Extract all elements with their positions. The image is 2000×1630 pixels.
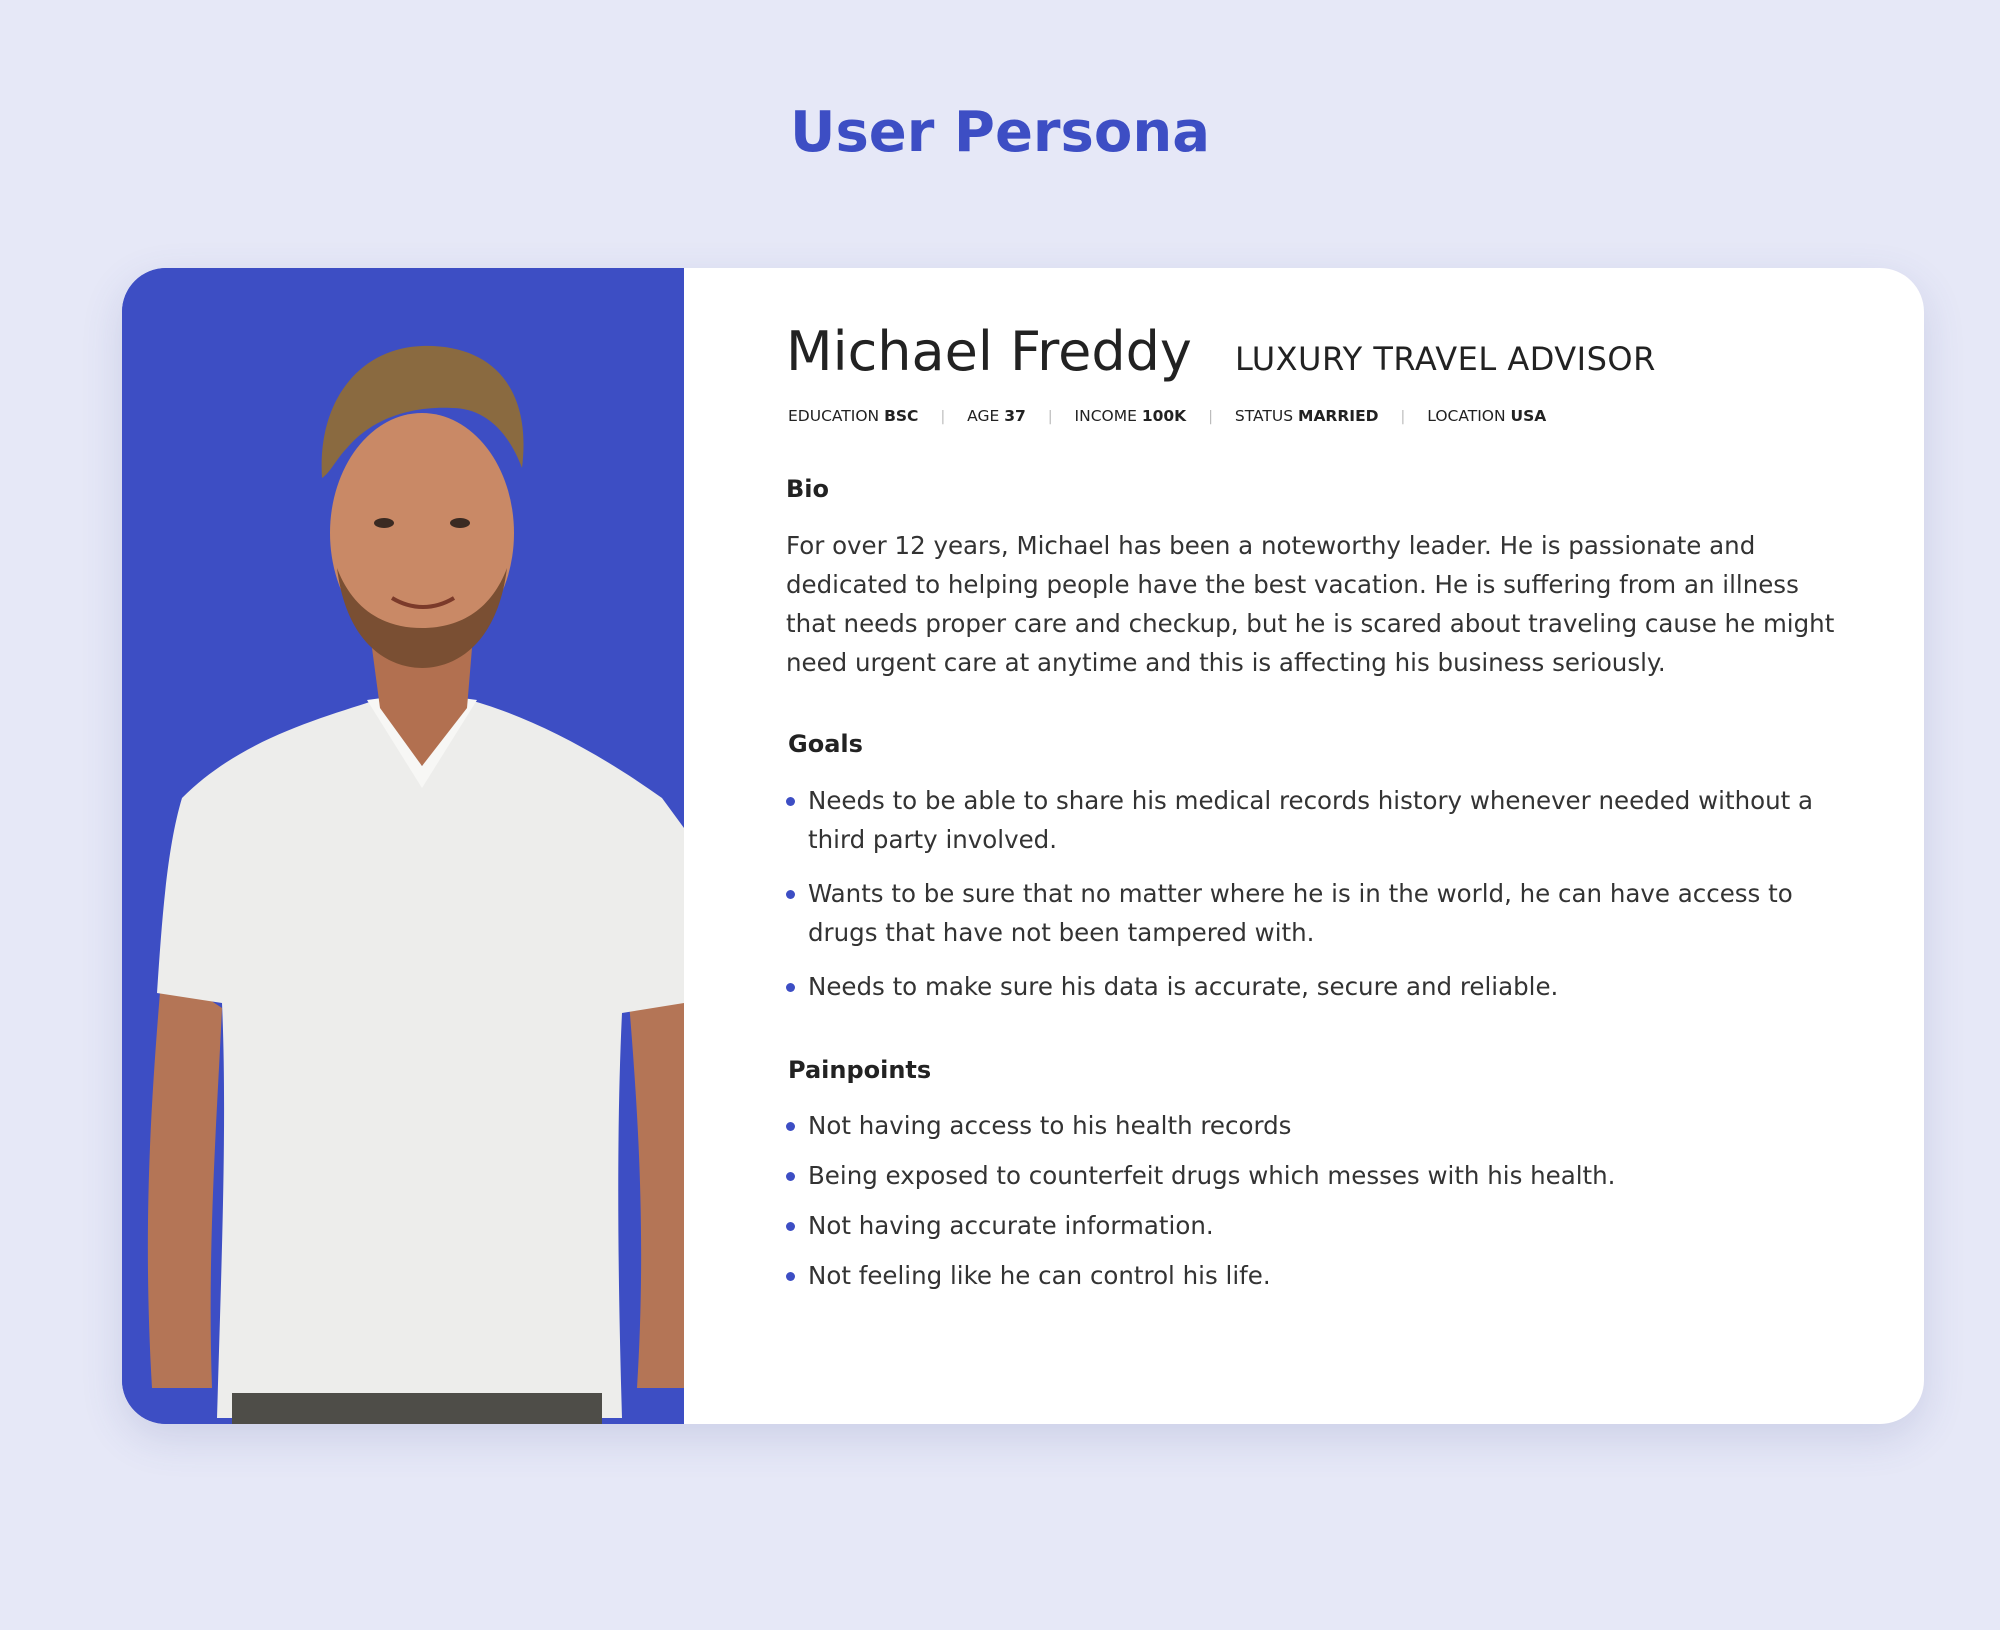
meta-status — [1235, 407, 1379, 425]
name-row — [786, 320, 1656, 383]
meta-education — [788, 407, 918, 425]
painpoint-item — [786, 1156, 1856, 1195]
goal-item — [786, 874, 1856, 952]
bullet-icon — [786, 797, 795, 806]
goal-text: Needs to be able to share his medical records history whenever needed without a third party involved. — [808, 786, 1814, 854]
goal-text: Needs to make sure his data is accurate, secure and reliable. — [808, 972, 1559, 1001]
painpoint-text: Not having access to his health records — [808, 1111, 1292, 1140]
page-title: User Persona — [790, 100, 1210, 165]
painpoints-list — [786, 1106, 1856, 1306]
painpoint-item — [786, 1106, 1856, 1145]
persona-card — [122, 268, 1924, 1424]
goal-item — [786, 967, 1856, 1006]
meta-value: BSC — [884, 407, 919, 425]
painpoint-text: Being exposed to counterfeit drugs which messes with his health. — [808, 1161, 1616, 1190]
meta-age — [967, 407, 1026, 425]
painpoint-text: Not feeling like he can control his life. — [808, 1261, 1271, 1290]
persona-role: LUXURY TRAVEL ADVISOR — [1234, 340, 1656, 378]
persona-name: Michael Freddy — [786, 320, 1192, 383]
bullet-icon — [786, 1122, 795, 1131]
painpoint-text: Not having accurate information. — [808, 1211, 1214, 1240]
bio-heading: Bio — [786, 475, 830, 503]
meta-income — [1075, 407, 1187, 425]
bullet-icon — [786, 983, 795, 992]
painpoint-item — [786, 1206, 1856, 1245]
painpoint-item — [786, 1256, 1856, 1295]
persona-meta — [788, 407, 1546, 425]
meta-value: USA — [1510, 407, 1547, 425]
meta-value: 100K — [1141, 407, 1187, 425]
persona-portrait-illustration — [122, 268, 684, 1424]
bullet-icon — [786, 1272, 795, 1281]
meta-separator: | — [1208, 409, 1213, 425]
meta-label: EDUCATION — [788, 407, 880, 425]
meta-separator: | — [1047, 409, 1053, 425]
meta-value: 37 — [1004, 407, 1026, 425]
goal-item — [786, 781, 1856, 859]
meta-label: AGE — [967, 407, 1000, 425]
meta-location — [1427, 407, 1546, 425]
bullet-icon — [786, 1222, 795, 1231]
painpoints-heading: Painpoints — [788, 1056, 932, 1084]
meta-label: INCOME — [1074, 407, 1137, 425]
bio-text: For over 12 years, Michael has been a noteworthy leader. He is passionate and dedicated to helping people have the best vacation. He is suffering from an illness that needs proper care and checkup, but he is scared about traveling cause he might need urgent care at anytime and this is affecting his business seriously. — [786, 531, 1835, 677]
goals-heading: Goals — [788, 730, 863, 758]
goal-text: Wants to be sure that no matter where he is in the world, he can have access to drugs that have not been tampered with. — [808, 879, 1793, 947]
meta-value: MARRIED — [1298, 407, 1379, 425]
bullet-icon — [786, 1172, 795, 1181]
meta-separator: | — [940, 409, 946, 425]
goals-list — [786, 781, 1856, 1021]
bullet-icon — [786, 890, 795, 899]
meta-label: STATUS — [1234, 407, 1294, 425]
meta-separator: | — [1400, 409, 1406, 425]
persona-photo — [122, 268, 684, 1424]
meta-label: LOCATION — [1427, 407, 1506, 425]
